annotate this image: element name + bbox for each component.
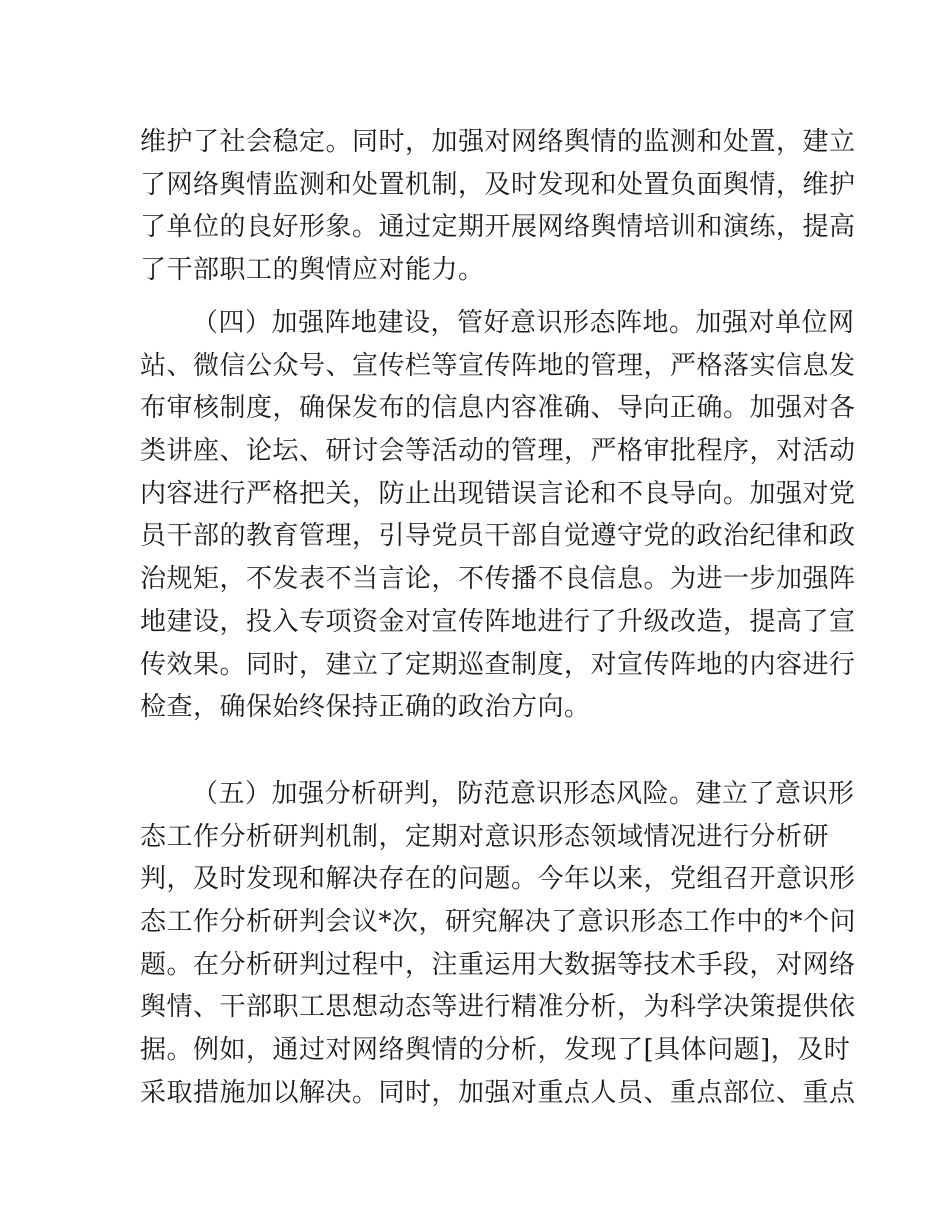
paragraph-line: 据。例如，通过对网络舆情的分析，发现了[具体问题]，及时 — [140, 1035, 851, 1066]
paragraph-line: 判，及时发现和解决存在的问题。今年以来，党组召开意识形 — [140, 864, 856, 895]
paragraph-line: 采取措施加以解决。同时，加强对重点人员、重点部位、重点 — [140, 1077, 856, 1108]
paragraph-line: 态工作分析研判会议*次，研究解决了意识形态工作中的*个问 — [140, 907, 857, 938]
paragraph-line: 站、微信公众号、宣传栏等宣传阵地的管理，严格落实信息发 — [140, 350, 856, 381]
paragraph-analysis-judgment — [140, 773, 857, 1115]
paragraph-line: 舆情、干部职工思想动态等进行精准分析，为科学决策提供依 — [140, 992, 856, 1023]
paragraph-line: 布审核制度，确保发布的信息内容准确、导向正确。加强对各 — [140, 393, 856, 424]
paragraph-line: 了单位的良好形象。通过定期开展网络舆情培训和演练，提高 — [140, 212, 856, 243]
paragraph-line: 治规矩，不发表不当言论，不传播不良信息。为进一步加强阵 — [140, 564, 856, 595]
paragraph-line: 内容进行严格把关，防止出现错误言论和不良导向。加强对党 — [140, 478, 856, 509]
paragraph-line: （五）加强分析研判，防范意识形态风险。建立了意识形 — [192, 779, 855, 809]
paragraph-line: 传效果。同时，建立了定期巡查制度，对宣传阵地的内容进行 — [140, 649, 856, 680]
paragraph-line: 题。在分析研判过程中，注重运用大数据等技术手段，对网络 — [140, 949, 856, 980]
paragraph-line: 了网络舆情监测和处置机制，及时发现和处置负面舆情，维护 — [140, 169, 856, 200]
paragraph-line: 了干部职工的舆情应对能力。 — [140, 255, 485, 286]
paragraph-line: 态工作分析研判机制，定期对意识形态领域情况进行分析研 — [140, 821, 830, 852]
paragraph-line: 检查，确保始终保持正确的政治方向。 — [140, 692, 591, 723]
paragraph-network-opinion — [140, 121, 856, 292]
paragraph-line: 地建设，投入专项资金对宣传阵地进行了升级改造，提高了宣 — [140, 606, 856, 637]
paragraph-line: 维护了社会稳定。同时，加强对网络舆情的监测和处置，建立 — [140, 127, 856, 157]
paragraph-line: 类讲座、论坛、研讨会等活动的管理，严格审批程序，对活动 — [140, 436, 856, 467]
paragraph-position-building — [140, 302, 856, 729]
paragraph-line: 员干部的教育管理，引导党员干部自觉遵守党的政治纪律和政 — [140, 521, 856, 552]
paragraph-line: （四）加强阵地建设，管好意识形态阵地。加强对单位网 — [192, 308, 855, 338]
